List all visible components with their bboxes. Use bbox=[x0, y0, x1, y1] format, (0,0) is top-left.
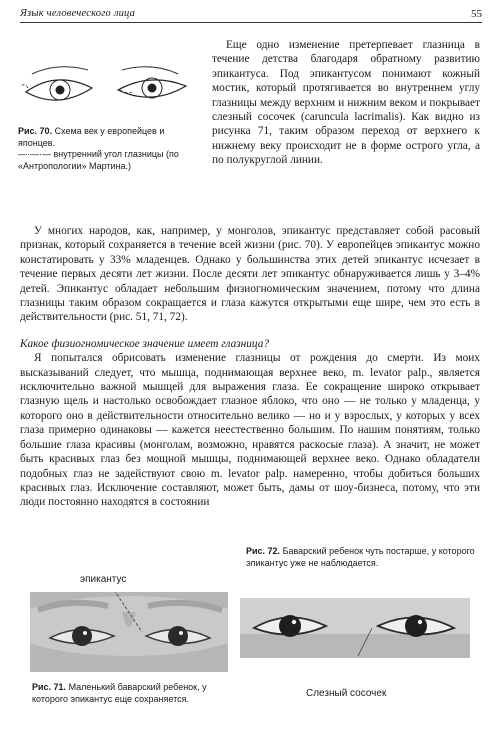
figure-71-label: Рис. 71. bbox=[32, 682, 67, 692]
figure-71-annotation: эпикантус bbox=[80, 574, 127, 585]
figure-71-caption-text: Маленький баварский ребенок, у которого эпикантус еще сохраняется. bbox=[32, 682, 207, 704]
page-number: 55 bbox=[471, 8, 482, 20]
figure-70-label: Рис. 70. bbox=[18, 126, 53, 136]
figure-70-float-space bbox=[20, 38, 212, 224]
figure-70-legend: —·—·— внутренний угол глазницы (по «Антропологии» Мартина.) bbox=[18, 149, 179, 171]
figure-71-photo bbox=[30, 592, 228, 672]
section-subheading: Какое физиогномическое значение имеет глазница? bbox=[20, 337, 269, 350]
paragraph-3: Я попытался обрисовать изменение глазницы от рождения до смерти. Из моих высказываний следует, что мышца, поднимающая верхнее веко, m. levator palp., является исключительно важной мышцей для выражения глаза. Ее сокращение широко открывает глазную щель и настолько освобождает глазное яблоко, что оно — не только у младенца, у которого оно в действительности относительно велико — но и у взрослых, у которых у всех глаза примерно одинаковы — кажется неестественно большим. По нашим понятиям, только большие глаза красивы (монголам, возможно, нравятся раскосые глаза). А значит, не может быть красивых глаз без мощной мышцы, поднимающей верхнее веко. Однако обладатели подобных глаз не задействуют свою m. levator palp. намеренно, чтобы добиться больших красивых глаз. Исключение составляют, может быть, дамы от шоу-бизнеса, потому, что эти люди постоянно находятся в состоянии bbox=[20, 352, 480, 509]
figure-72-caption-text: Баварский ребенок чуть постарше, у которого эпикантус уже не наблюдается. bbox=[246, 546, 475, 568]
figure-70-caption-text: Схема век у европейцев и японцев. bbox=[18, 126, 165, 148]
running-title: Язык человеческого лица bbox=[20, 8, 136, 19]
figure-72-photo bbox=[240, 598, 470, 658]
figure-71-caption bbox=[32, 682, 232, 705]
figure-72-annotation: Слезный сосочек bbox=[306, 688, 387, 699]
body-text bbox=[20, 38, 480, 510]
paragraph-2: У многих народов, как, например, у монголов, эпикантус представляет собой расовый признак, который сохраняется в течение всей жизни (рис. 70). У европейцев эпикантус можно констатировать у 33% младенцев. Однако у большинства этих детей эпикантус исчезает в течение первых десяти лет жизни. После десяти лет эпикантус обнаруживается лишь у 3–4% детей. Эпикантус обладает небольшим физиогномическим значением, потому что длина глазницы таким образом сокращается и глаза кажутся открытыми еще шире, чем это есть в действительности (рис. 51, 71, 72). bbox=[20, 225, 480, 324]
figure-72-caption bbox=[246, 546, 476, 569]
figure-72-label: Рис. 72. bbox=[246, 546, 281, 556]
paragraph-1: Еще одно изменение претерпевает глазница в течение детства благодаря обратному развитию эпикантуса. Под эпикантусом понимают кожный мостик, который протягивается во внутреннем углу глазницы между верхним и нижним веком и покрывает слезный сосочек (caruncula lacrimalis). Как видно из рисунка 71, таким образом переход от верхнего к нижнему веку происходит не в форме острого угла, а по полукруглой линии. bbox=[212, 39, 480, 167]
header-rule bbox=[20, 22, 482, 23]
